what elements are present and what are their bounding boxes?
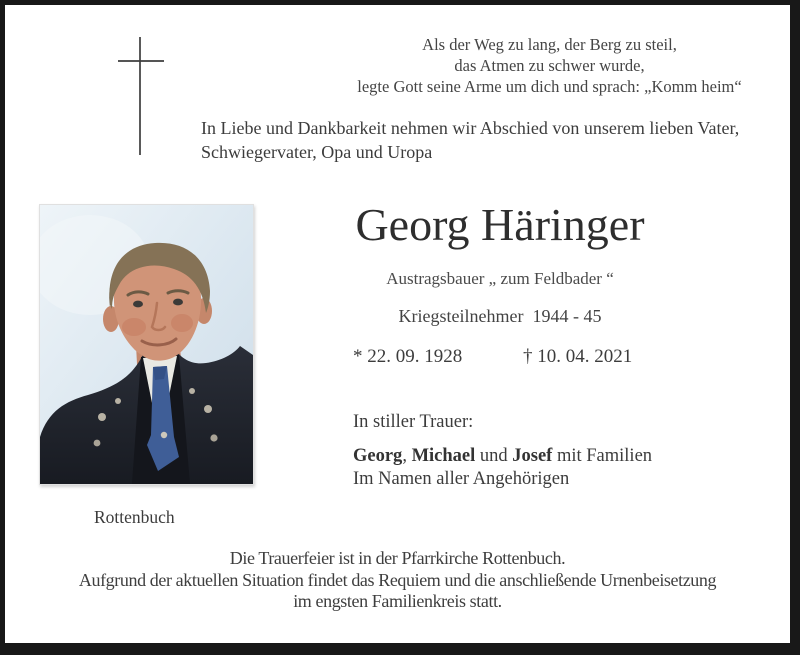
birth-date: * 22. 09. 1928 (353, 346, 463, 367)
place-name: Rottenbuch (94, 507, 175, 527)
separator: und (475, 446, 513, 466)
funeral-info-line: Aufgrund der aktuellen Situation findet das Requiem und die anschließende Urnenbeisetzung (78, 569, 717, 590)
deceased-title: Austragsbauer „ zum Feldbader “ (386, 269, 614, 288)
portrait-photo (39, 204, 254, 485)
mourner-name: Michael (411, 446, 476, 466)
verse-line: das Atmen zu schwer wurde, (454, 56, 645, 75)
mourners-line (353, 446, 652, 467)
mourner-name: Josef (512, 446, 553, 466)
funeral-info-line: Die Trauerfeier ist in der Pfarrkirche Rottenbuch. (229, 548, 566, 568)
deceased-name: Georg Häringer (355, 199, 645, 250)
mourner-name: Georg (353, 446, 403, 466)
mourning-heading: In stiller Trauer: (353, 412, 474, 432)
verse-line: Als der Weg zu lang, der Berg zu steil, (422, 35, 677, 54)
funeral-info (5, 548, 790, 613)
death-date: † 10. 04. 2021 (523, 346, 633, 367)
mourners-suffix: mit Familien (552, 446, 653, 466)
war-participation-note: Kriegsteilnehmer 1944 - 45 (398, 306, 602, 326)
funeral-info-line: im engsten Familienkreis statt. (293, 591, 502, 611)
separator: , (402, 446, 412, 466)
farewell-intro: In Liebe und Dankbarkeit nehmen wir Abschied von unserem lieben Vater, Schwiegervater, Opa und Uropa (201, 118, 740, 162)
memorial-cross-icon (110, 33, 172, 159)
memorial-verse (327, 34, 772, 97)
verse-line: legte Gott seine Arme um dich und sprach: „Komm heim“ (357, 77, 742, 96)
on-behalf-line: Im Namen aller Angehörigen (353, 469, 570, 489)
